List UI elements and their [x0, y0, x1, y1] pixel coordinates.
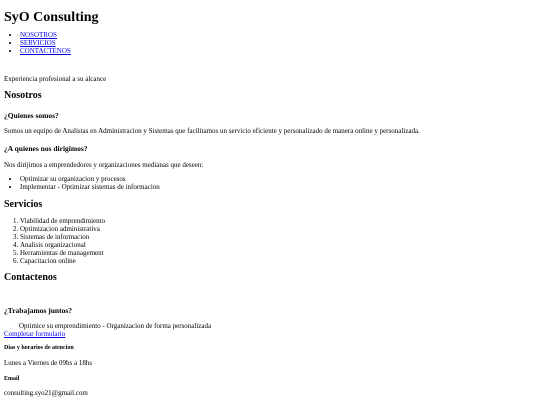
list-item: 3. Sistemas de informacion	[20, 233, 536, 241]
list-item: 6. Capacitacion online	[20, 257, 536, 265]
list-item: • Implementar - Optimizar sistemas de informacion	[20, 183, 536, 191]
main-nav	[4, 31, 536, 55]
nav-item-nosotros	[20, 31, 536, 39]
nav-link-contactenos[interactable]: CONTACTENOS	[20, 47, 71, 55]
aquien-heading: ¿A quienes nos dirigimos?	[4, 144, 88, 153]
nav-link-servicios[interactable]: SERVICIOS	[20, 39, 56, 47]
nav-item-contactenos	[20, 47, 536, 55]
section-heading-contactenos: Contactenos	[4, 272, 57, 283]
page	[4, 0, 536, 397]
section-heading-nosotros: Nosotros	[4, 90, 42, 101]
list-item: 1. Viabilidad de emprendimiento	[20, 217, 536, 225]
quienes-text: Somos un equipo de Analistas en Administracion y Sistemas que facilitamos un servicio eficiente y personalizado de manera online y personalizada.	[4, 127, 420, 135]
trabajamos-text: Optimice su emprendimiento - Organizacion de forma personalizada	[19, 322, 212, 330]
site-title: SyO Consulting	[4, 10, 99, 25]
form-link[interactable]: Completar formulario	[4, 330, 66, 338]
quienes-heading: ¿Quienes somos?	[4, 111, 59, 120]
trabajamos-heading: ¿Trabajamos juntos?	[4, 306, 72, 315]
servicios-list	[4, 217, 536, 265]
aquien-text: Nos dirijimos a emprendedores y organizaciones medianas que deseen:	[4, 161, 204, 169]
horarios-text: Lunes a Viernes de 09hs a 18hs	[4, 359, 93, 367]
email-heading: Email	[4, 376, 20, 382]
list-item: 4. Analisis organizacional	[20, 241, 536, 249]
nav-link-nosotros[interactable]: NOSOTROS	[20, 31, 57, 39]
list-item: 5. Herramientas de management	[20, 249, 536, 257]
list-item: 2. Optimizacion administrativa	[20, 225, 536, 233]
tagline: Experiencia profesional a su alcance	[4, 75, 107, 83]
horarios-heading: Dias y horarios de atencion	[4, 345, 74, 351]
list-item: • Optimizar su organizacion y procesos	[20, 175, 536, 183]
nav-item-servicios	[20, 39, 536, 47]
email-text: consulting.syo21@gmail.com	[4, 389, 88, 397]
section-heading-servicios: Servicios	[4, 199, 43, 210]
aquien-list	[4, 175, 536, 191]
